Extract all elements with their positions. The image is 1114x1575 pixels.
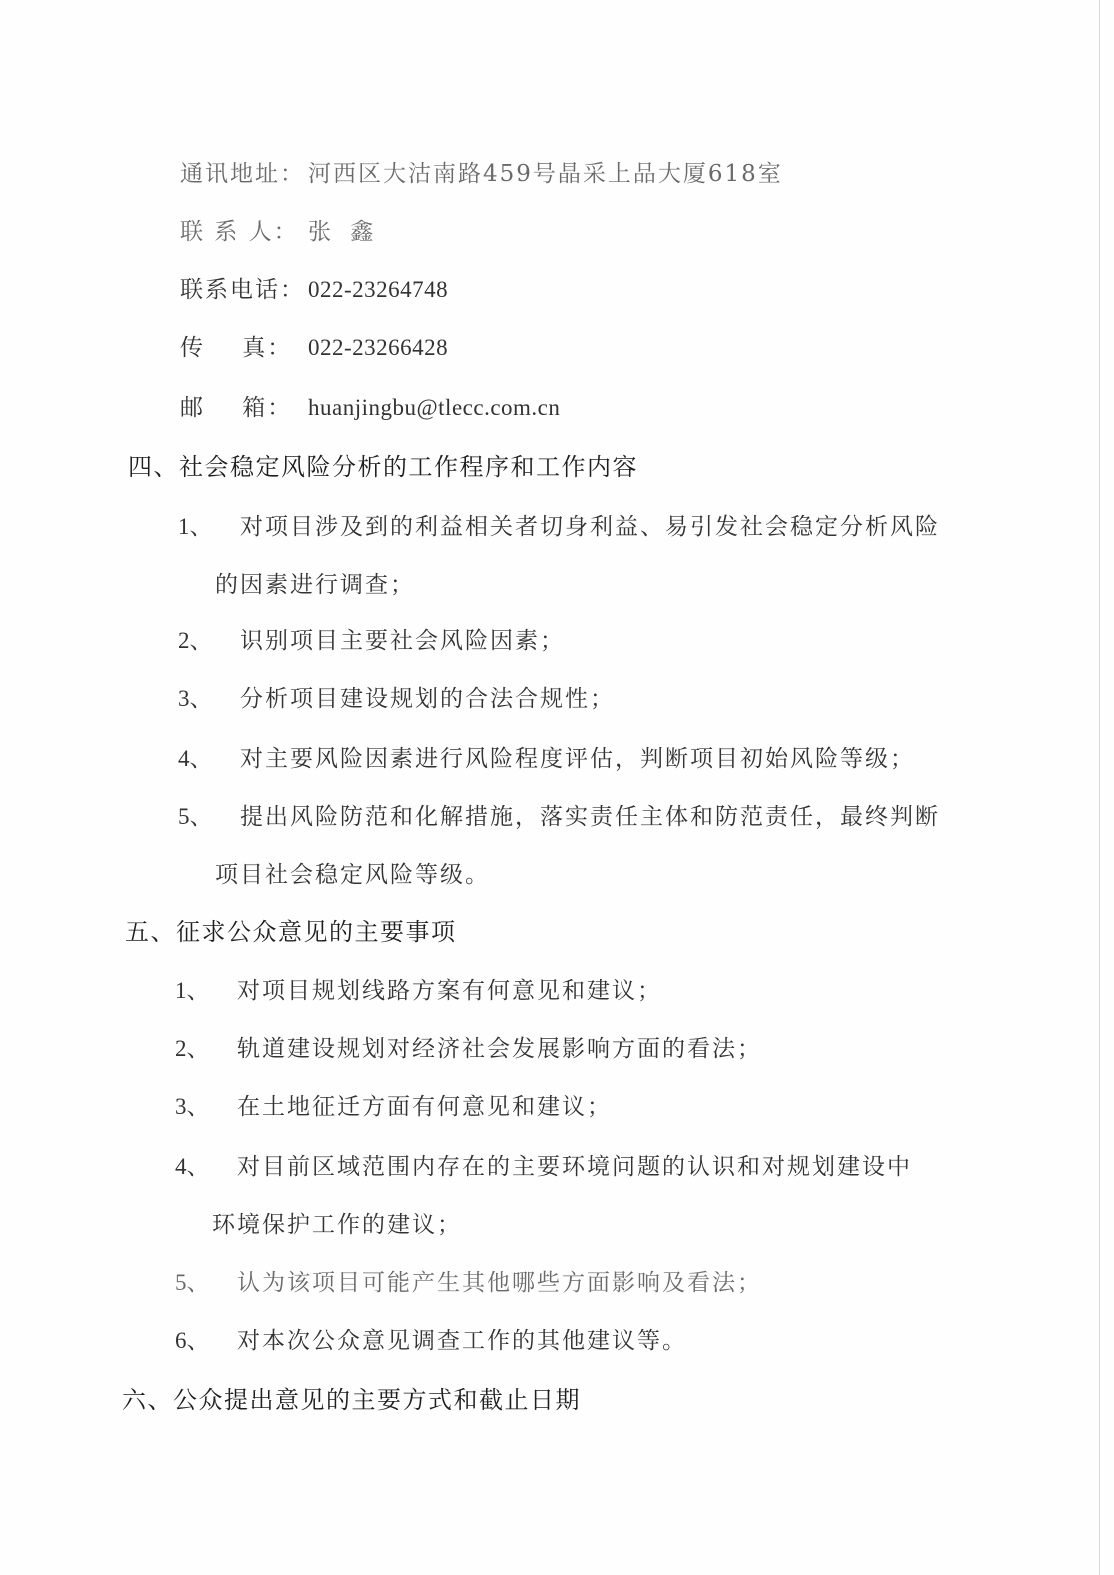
list-item-continuation: 项目社会稳定风险等级。 (215, 862, 490, 888)
list-number: 5、 (178, 804, 213, 829)
list-item (175, 1030, 762, 1063)
list-number: 1、 (178, 514, 213, 539)
section-heading: 四、社会稳定风险分析的工作程序和工作内容 (128, 453, 638, 481)
list-number: 3、 (178, 686, 213, 711)
list-number: 1、 (175, 978, 210, 1003)
page-edge-line (1099, 0, 1100, 1575)
contact-label: 邮 箱： (180, 395, 293, 421)
list-text: 分析项目建设规划的合法合规性； (240, 686, 615, 712)
list-number: 4、 (175, 1154, 210, 1179)
list-item (175, 1322, 687, 1355)
section-heading: 六、公众提出意见的主要方式和截止日期 (122, 1386, 581, 1414)
list-item (175, 972, 662, 1005)
list-number: 3、 (175, 1094, 210, 1119)
list-text: 对目前区域范围内存在的主要环境问题的认识和对规划建设中 (237, 1154, 912, 1180)
list-item-continuation: 的因素进行调查； (215, 572, 415, 598)
list-number: 2、 (175, 1036, 210, 1061)
list-number: 5、 (175, 1270, 210, 1295)
contact-value: 022-23266428 (308, 335, 449, 360)
contact-address (180, 155, 783, 188)
list-text: 对项目涉及到的利益相关者切身利益、易引发社会稳定分析风险 (240, 514, 940, 540)
list-number: 2、 (178, 628, 213, 653)
contact-label: 通讯地址： (180, 161, 305, 187)
list-item (178, 622, 565, 655)
contact-label: 联系电话： (180, 277, 305, 303)
contact-value: 河西区大沽南路459号晶采上品大厦618室 (308, 161, 783, 187)
contact-person (180, 213, 379, 246)
list-text: 对主要风险因素进行风险程度评估，判断项目初始风险等级； (240, 746, 915, 772)
contact-value: 022-23264748 (308, 277, 449, 302)
list-item (175, 1088, 612, 1121)
section-heading: 五、征求公众意见的主要事项 (125, 918, 457, 946)
list-item (178, 680, 615, 713)
contact-fax (180, 329, 448, 362)
list-number: 4、 (178, 746, 213, 771)
list-item (175, 1148, 912, 1181)
list-item-continuation: 环境保护工作的建议； (212, 1212, 462, 1238)
list-text: 在土地征迁方面有何意见和建议； (237, 1094, 612, 1120)
list-item (178, 740, 915, 773)
list-text: 轨道建设规划对经济社会发展影响方面的看法； (237, 1036, 762, 1062)
list-item (178, 508, 940, 541)
list-item (175, 1264, 762, 1297)
list-item (178, 798, 940, 831)
list-text: 认为该项目可能产生其他哪些方面影响及看法； (237, 1270, 762, 1296)
contact-label: 联 系 人： (180, 219, 299, 245)
contact-label: 传 真： (180, 335, 293, 361)
contact-value: 张 鑫 (308, 219, 380, 245)
list-text: 对本次公众意见调查工作的其他建议等。 (237, 1328, 687, 1354)
list-text: 识别项目主要社会风险因素； (240, 628, 565, 654)
contact-value: huanjingbu@tlecc.com.cn (308, 395, 561, 420)
contact-phone (180, 271, 448, 304)
contact-email (180, 389, 560, 422)
list-number: 6、 (175, 1328, 210, 1353)
list-text: 对项目规划线路方案有何意见和建议； (237, 978, 662, 1004)
list-text: 提出风险防范和化解措施，落实责任主体和防范责任，最终判断 (240, 804, 940, 830)
